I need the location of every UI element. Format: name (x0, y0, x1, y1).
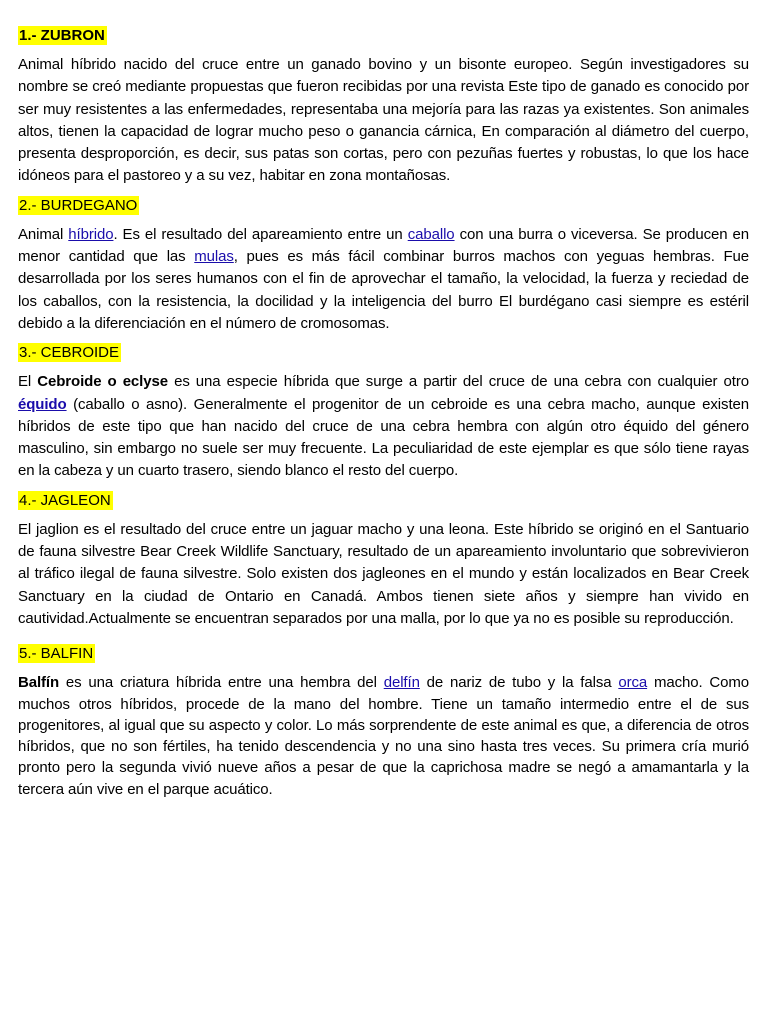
link-delfin[interactable]: delfín (383, 674, 420, 692)
text-run: , pues es más fácil combinar burros machos con yeguas hembras. Fue desarrollada por los seres humanos con el fin de aprovechar el tamaño, la velocidad, la fuerza y reciedad de los caballos, con la resistencia, la docilidad y la inteligencia del burro El burdégano casi siempre es estéril debido a la diferenciación en el número de cromosomas. (18, 248, 749, 332)
section-paragraph-jagleon: El jaglion es el resultado del cruce entre un jaguar macho y una leona. Este híbrido se originó en el Santuario de fauna silvestre Bear Creek Wildlife Sanctuary, resultado de un apareamiento involuntario que sobrevivieron al tráfico ilegal de fauna silvestre. Solo existen dos jagleones en el mundo y están localizados en Bear Creek Sanctuary en la ciudad de Ontario en Canadá. Ambos tienen siete años y siempre han vivido en cautividad.Actualmente se encuentran separados por una malla, por lo que ya no es posible su reproducción. (18, 520, 749, 627)
link-orca[interactable]: orca (618, 674, 648, 692)
section-paragraph-balfin (18, 672, 749, 800)
text-run: es una especie híbrida que surge a partir del cruce de una cebra con cualquier otro (167, 373, 749, 391)
section-jagleon (18, 491, 749, 630)
section-paragraph-zubron: Animal híbrido nacido del cruce entre un ganado bovino y un bisonte europeo. Según investigadores su nombre se creó mediante propuestas que fueron recibidas por una revista Este tipo de ganado es conocido por ser muy resistentes a las enfermedades, representaba una mejoría para las razas ya existentes. Son animales altos, tienen la capacidad de lograr mucho peso o ganancia cárnica, En comparación al diámetro del cuerpo, presenta desproporción, es decir, sus patas son cortas, pero con pezuñas fuertes y robustas, lo que los hace idóneos para el pastoreo y a su vez, habitar en zona montañosas. (18, 56, 749, 185)
section-heading-jagleon: 4.- JAGLEON (19, 491, 111, 509)
text-run: . Es el resultado del apareamiento entre un (113, 225, 408, 243)
text-run: Animal (18, 225, 69, 243)
link-caballo[interactable]: caballo (407, 225, 455, 243)
section-heading-balfin: 5.- BALFIN (19, 645, 94, 663)
section-heading-cebroide: 3.- CEBROIDE (19, 344, 120, 362)
link-hibrido[interactable]: híbrido (68, 225, 114, 243)
section-heading-zubron: 1.- ZUBRON (19, 27, 105, 44)
text-run: macho. Como muchos otros híbridos, procede de la mano del hombre. Tiene un tamaño intermedio entre el de sus progenitores, al igual que su aspecto y color. Lo más sorprendente de este animal es que, a diferencia de otros híbridos, que no son fértiles, ha tenido descendencia y no una sino hasta tres veces. Su primera cría murió pronto pero la segunda vivió nueve años a pesar de que la caprichosa madre se negó a amamantarla y la tercera aún vive en el parque acuático. (18, 674, 749, 798)
text-run: es una criatura híbrida entre una hembra del (59, 674, 384, 692)
section-zubron (18, 26, 749, 188)
link-mulas[interactable]: mulas (194, 248, 234, 266)
link-equido[interactable]: équido (18, 395, 67, 413)
section-paragraph-cebroide (18, 371, 749, 482)
section-cebroide (18, 343, 749, 482)
text-run: de nariz de tubo y la falsa (419, 674, 619, 692)
section-paragraph-burdegano (18, 224, 749, 335)
bold-term-balfin: Balfín (18, 674, 60, 692)
document-page (18, 26, 749, 800)
text-run: con una burra o viceversa. Se producen en menor cantidad que las (18, 225, 749, 266)
section-burdegano (18, 196, 749, 335)
text-run: El (18, 373, 38, 391)
text-run: (caballo o asno). Generalmente el progenitor de un cebroide es una cebra macho, aunque existen híbridos de este tipo que han nacido del cruce de una cebra hembra con algún otro équido del género masculino, sin embargo no suele ser muy frecuente. La peculiaridad de este ejemplar es que sólo tiene rayas en la cabeza y un cuarto trasero, siendo blanco el resto del cuerpo. (18, 395, 749, 480)
bold-term-cebroide: Cebroide o eclyse (37, 373, 168, 391)
section-heading-burdegano: 2.- BURDEGANO (19, 196, 138, 214)
section-balfin (18, 644, 749, 800)
